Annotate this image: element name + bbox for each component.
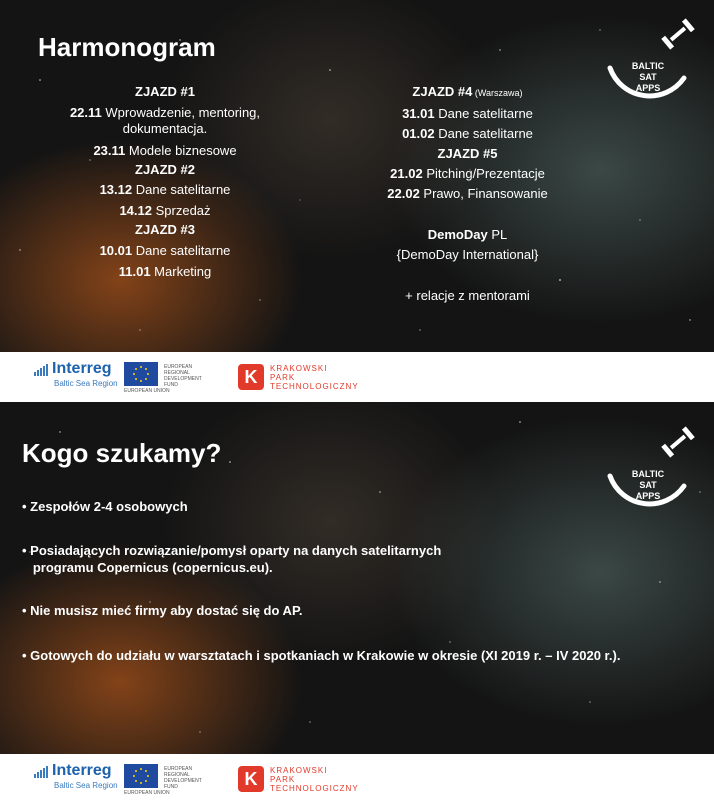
interreg-waves-icon: [34, 364, 50, 378]
schedule-line: ZJAZD #3: [135, 222, 195, 237]
schedule-line: 10.01 Dane satelitarne: [99, 243, 231, 258]
eu-flag-icon: [124, 362, 158, 386]
bullet-item: • Zespołów 2-4 osobowych: [22, 499, 188, 514]
eu-fund-text: EUROPEAN REGIONAL DEVELOPMENT FUND: [164, 364, 202, 388]
interreg-subtitle: Baltic Sea Region: [54, 379, 118, 388]
footer-logos: [0, 754, 714, 804]
kpt-line3: TECHNOLOGICZNY: [270, 382, 359, 391]
schedule-line: 21.02 Pitching/Prezentacje: [390, 166, 545, 181]
schedule-line: ZJAZD #4 (Warszawa): [412, 84, 523, 99]
schedule-line: ZJAZD #1: [135, 84, 195, 99]
schedule-line: 31.01 Dane satelitarne: [402, 106, 533, 121]
badge-line2: SAT: [639, 72, 657, 82]
kpt-line3: TECHNOLOGICZNY: [270, 784, 359, 793]
kpt-line2: PARK: [270, 775, 296, 784]
schedule-line: 13.12 Dane satelitarne: [99, 182, 231, 197]
schedule-line: 22.02 Prawo, Finansowanie: [387, 186, 548, 201]
badge-line3: APPS: [635, 491, 661, 501]
footer-logos: [0, 352, 714, 402]
bullet-item: • Posiadających rozwiązanie/pomysł oparty na danych satelitarnych: [22, 543, 442, 558]
schedule-line: ZJAZD #5: [437, 146, 498, 161]
eu-union-text: EUROPEAN UNION: [124, 790, 170, 796]
kpt-line1: KRAKOWSKI: [270, 364, 328, 373]
interreg-waves-icon: [34, 766, 50, 780]
schedule-line: DemoDay PL: [427, 227, 508, 242]
schedule-line: 23.11 Modele biznesowe: [93, 143, 237, 158]
schedule-line: {DemoDay International}: [396, 247, 539, 262]
bullet-item: • Nie musisz mieć firmy aby dostać się do AP.: [22, 603, 303, 618]
kpt-line1: KRAKOWSKI: [270, 766, 328, 775]
slide-kogo-szukamy: [0, 402, 714, 804]
badge-line1: BALTIC: [631, 469, 665, 479]
bullet-item: • Gotowych do udziału w warsztatach i spotkaniach w Krakowie w okresie (XI 2019 r. – IV 2020 r.).: [22, 648, 621, 663]
kpt-logo-icon: K: [238, 364, 264, 390]
schedule-line: + relacje z mentorami: [405, 288, 530, 303]
eu-union-text: EUROPEAN UNION: [124, 388, 170, 394]
badge-line3: APPS: [635, 83, 661, 93]
schedule-line: 22.11 Wprowadzenie, mentoring,: [69, 105, 261, 120]
page-title: Kogo szukamy?: [22, 438, 222, 468]
schedule-line: dokumentacja.: [122, 121, 208, 136]
schedule-line: 14.12 Sprzedaż: [119, 203, 211, 218]
interreg-logo-text: Interreg: [52, 762, 112, 779]
schedule-line: 11.01 Marketing: [118, 264, 212, 279]
interreg-subtitle: Baltic Sea Region: [54, 781, 118, 790]
badge-line2: SAT: [639, 480, 657, 490]
baltic-sat-apps-logo: [604, 12, 696, 104]
schedule-line: 01.02 Dane satelitarne: [402, 126, 533, 141]
kpt-logo-icon: K: [238, 766, 264, 792]
page-title: Harmonogram: [38, 32, 216, 62]
bullet-item-continuation: programu Copernicus (copernicus.eu).: [22, 560, 273, 575]
badge-line1: BALTIC: [631, 61, 665, 71]
baltic-sat-apps-logo: [604, 420, 696, 512]
kpt-line2: PARK: [270, 373, 296, 382]
eu-fund-text: EUROPEAN REGIONAL DEVELOPMENT FUND: [164, 766, 202, 790]
eu-flag-icon: [124, 764, 158, 788]
interreg-logo-text: Interreg: [52, 360, 112, 377]
schedule-line: ZJAZD #2: [135, 162, 195, 177]
